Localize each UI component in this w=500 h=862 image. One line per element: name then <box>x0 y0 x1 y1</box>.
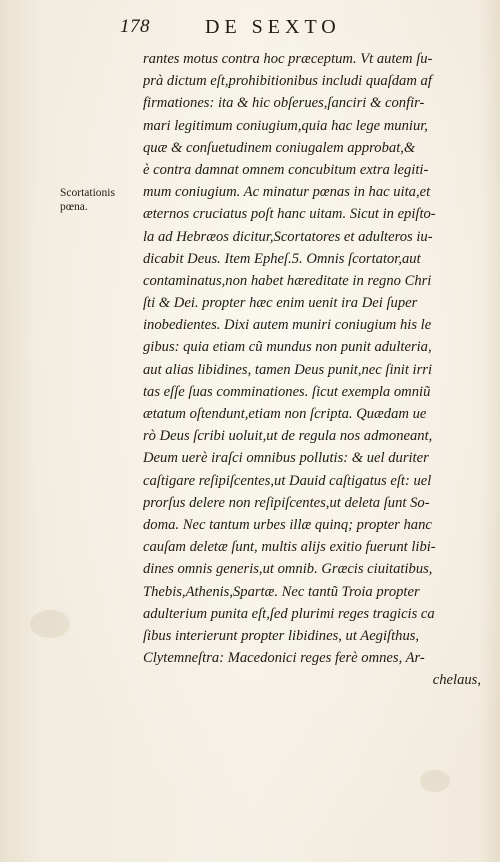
text-line: caſtigare reſipiſcentes,ut Dauid caſtigatus eſt: uel <box>143 472 432 489</box>
text-line: firmationes: ita & hic obſerues,ſanciri & confir- <box>143 95 425 112</box>
text-line: ætatum oſtendunt,etiam non ſcripta. Quædam ue <box>143 406 427 422</box>
text-line: Deum uerè iraſci omnibus pollutis: & uel duriter <box>143 450 429 467</box>
text-line: tas eſſe ſuas comminationes. ſicut exempla omniũ <box>143 383 431 400</box>
text-line: contaminatus,non habet hæreditate in regno Chri <box>143 272 432 289</box>
text-line: mari legitimum coniugium,quia hac lege muniur, <box>143 117 428 134</box>
text-line: quæ & conſuetudinem coniugalem approbat,& <box>143 139 416 156</box>
text-line: inobedientes. Dixi autem muniri coniugium his le <box>143 317 432 334</box>
page-number: 178 <box>120 16 150 37</box>
text-line: ſti & Dei. propter hæc enim uenit ira Dei ſuper <box>143 295 418 312</box>
text-line: mum coniugium. Ac minatur pœnas in hac uita,et <box>143 184 431 201</box>
paper-stain <box>30 610 70 638</box>
paper-stain <box>420 770 450 792</box>
margin-note-line: Scortationis <box>60 187 115 199</box>
margin-note <box>60 186 138 214</box>
text-line: cauſam deletæ ſunt, multis alijs exitio fuerunt libi- <box>143 539 436 556</box>
text-line: rò Deus ſcribi uoluit,ut de regula nos admoneant, <box>143 428 433 445</box>
text-line: prà dictum eſt,prohibitionibus includi quaſdam af <box>143 73 432 90</box>
text-line: aut alias libidines, tamen Deus punit,nec ſinit irri <box>143 361 433 378</box>
text-line: adulterium punita eſt,ſed plurimi reges tragicis ca <box>143 605 435 622</box>
text-line: rantes motus contra hoc præceptum. Vt autem ſu- <box>143 51 433 67</box>
text-line: dicabit Deus. Item Epheſ.5. Omnis ſcortator,aut <box>143 250 421 267</box>
running-title: DE SEXTO <box>205 16 341 38</box>
text-line: dines omnis generis,ut omnib. Græcis ciuitatibus, <box>143 561 433 578</box>
text-line: ſibus interierunt propter libidines, ut Aegiſthus, <box>143 627 420 644</box>
page-header <box>0 16 500 40</box>
text-line: Thebis,Athenis,Spartæ. Nec tantũ Troia propter <box>143 583 420 600</box>
margin-note-line: pœna. <box>60 201 88 213</box>
body-text <box>143 48 495 691</box>
text-line: è contra damnat omnem concubitum extra legiti- <box>143 161 429 178</box>
catchword: chelaus, <box>432 672 481 689</box>
text-line: gibus: quia etiam cũ mundus non punit adulteria, <box>143 339 432 356</box>
text-line: æternos cruciatus poſt hanc uitam. Sicut in epiſto- <box>143 206 436 223</box>
text-line: prorſus delere non reſipiſcentes,ut deleta ſunt So- <box>143 494 430 511</box>
text-line: Clytemneſtra: Macedonici reges ferè omnes, Ar- <box>143 650 425 667</box>
text-line: doma. Nec tantum urbes illæ quinq; propter hanc <box>143 516 432 533</box>
text-line: la ad Hebræos dicitur,Scortatores et adulteros iu- <box>143 228 433 245</box>
